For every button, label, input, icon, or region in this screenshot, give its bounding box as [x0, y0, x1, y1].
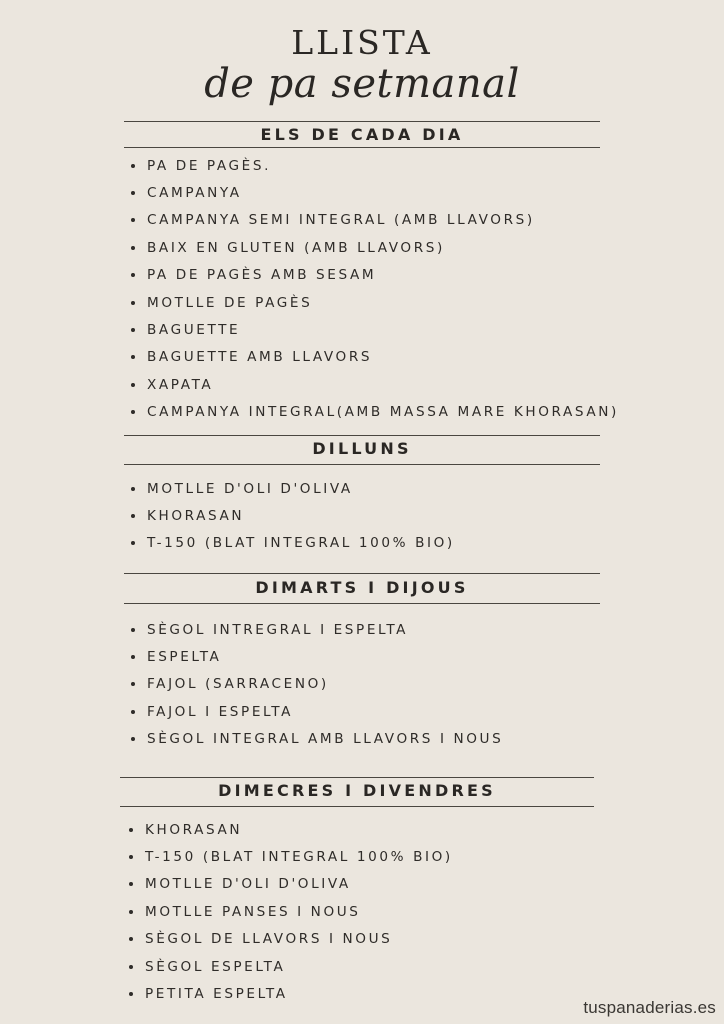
list-item: SÈGOL INTEGRAL AMB LLAVORS I NOUS [131, 726, 503, 753]
list-dimarts-dijous [131, 616, 503, 753]
list-item: CAMPANYA INTEGRAL(AMB MASSA MARE KHORASAN) [131, 399, 619, 426]
section-title-dimecres-divendres: DIMECRES I DIVENDRES [218, 781, 496, 800]
list-item: T-150 (BLAT INTEGRAL 100% BIO) [129, 843, 453, 870]
section-title-dimarts-dijous: DIMARTS I DIJOUS [255, 578, 469, 597]
watermark: tuspanaderias.es [583, 998, 716, 1017]
title-main: LLISTA [291, 23, 433, 62]
bullet-icon [131, 628, 135, 632]
list-item: MOTLLE PANSES I NOUS [129, 898, 453, 925]
list-item: PETITA ESPELTA [129, 980, 453, 1007]
list-item: MOTLLE D'OLI D'OLIVA [131, 475, 455, 502]
bullet-icon [131, 682, 135, 686]
list-dilluns [131, 475, 455, 557]
bullet-icon [129, 937, 133, 941]
list-item: ESPELTA [131, 643, 503, 670]
bullet-icon [131, 541, 135, 545]
section-rule-top [124, 435, 600, 436]
list-dimecres-divendres [129, 816, 453, 1008]
section-rule-top [124, 573, 600, 574]
bullet-icon [131, 191, 135, 195]
bullet-icon [131, 218, 135, 222]
bullet-icon [131, 514, 135, 518]
bullet-icon [129, 855, 133, 859]
bullet-icon [129, 910, 133, 914]
list-item: MOTLLE D'OLI D'OLIVA [129, 871, 453, 898]
list-item: CAMPANYA [131, 179, 619, 206]
list-item: SÈGOL INTREGRAL I ESPELTA [131, 616, 503, 643]
bullet-icon [131, 710, 135, 714]
list-item: SÈGOL DE LLAVORS I NOUS [129, 926, 453, 953]
section-rule-bottom [124, 147, 600, 148]
bullet-icon [131, 273, 135, 277]
list-cada-dia [131, 152, 619, 426]
bullet-icon [131, 383, 135, 387]
bullet-icon [131, 355, 135, 359]
section-title-dilluns: DILLUNS [312, 439, 412, 458]
list-item: T-150 (BLAT INTEGRAL 100% BIO) [131, 530, 455, 557]
bullet-icon [131, 737, 135, 741]
section-rule-top [120, 777, 594, 778]
title-script: de pa setmanal [204, 61, 520, 107]
list-item: MOTLLE DE PAGÈS [131, 289, 619, 316]
list-item: FAJOL I ESPELTA [131, 698, 503, 725]
bullet-icon [129, 828, 133, 832]
section-rule-bottom [124, 603, 600, 604]
section-rule-bottom [124, 464, 600, 465]
bullet-icon [131, 301, 135, 305]
list-item: PA DE PAGÈS AMB SESAM [131, 262, 619, 289]
bullet-icon [131, 164, 135, 168]
bullet-icon [129, 992, 133, 996]
list-item: BAGUETTE AMB LLAVORS [131, 344, 619, 371]
bullet-icon [131, 655, 135, 659]
list-item: BAGUETTE [131, 316, 619, 343]
bullet-icon [131, 410, 135, 414]
bullet-icon [131, 328, 135, 332]
bullet-icon [129, 965, 133, 969]
section-rule-top [124, 121, 600, 122]
list-item: KHORASAN [131, 502, 455, 529]
list-item: BAIX EN GLUTEN (AMB LLAVORS) [131, 234, 619, 261]
bullet-icon [131, 487, 135, 491]
list-item: XAPATA [131, 371, 619, 398]
list-item: CAMPANYA SEMI INTEGRAL (AMB LLAVORS) [131, 207, 619, 234]
list-item: KHORASAN [129, 816, 453, 843]
section-rule-bottom [120, 806, 594, 807]
list-item: SÈGOL ESPELTA [129, 953, 453, 980]
list-item: PA DE PAGÈS. [131, 152, 619, 179]
bullet-icon [129, 882, 133, 886]
list-item: FAJOL (SARRACENO) [131, 671, 503, 698]
bullet-icon [131, 246, 135, 250]
section-title-cada-dia: ELS DE CADA DIA [260, 125, 464, 144]
